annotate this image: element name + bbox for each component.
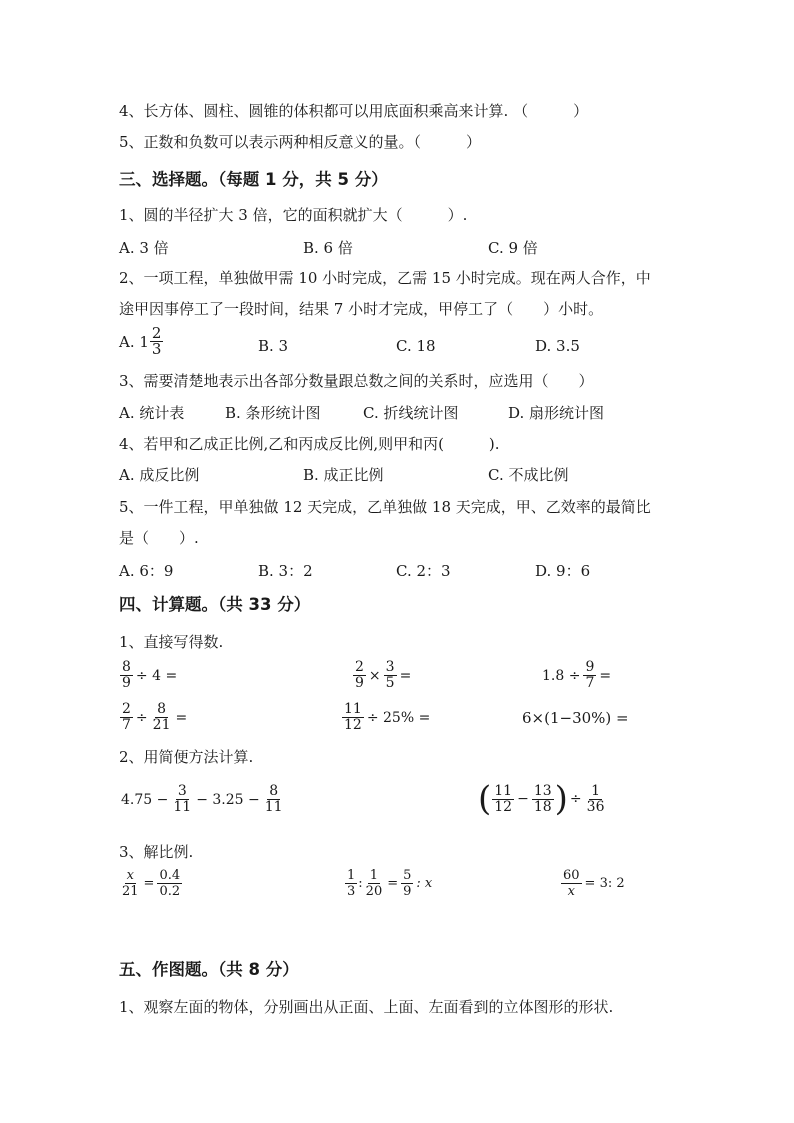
choice-q3-option-b: B. 条形统计图	[225, 404, 321, 422]
section-heading-choice: 三、选择题。（每题 1 分，共 5 分）	[119, 170, 388, 189]
calc-expr-5: $\frac{11}{12}$ ÷ 25% =	[344, 701, 431, 733]
calc-sub1: 1、直接写得数.	[119, 633, 224, 651]
proportion-1: $\frac{x}{21}$ = $\frac{0.4}{0.2}$	[122, 868, 181, 899]
choice-q2-option-a: A. 1 $\frac{2}{3}$	[119, 324, 162, 358]
calc-expr-4: $\frac{2}{7}$ ÷ $\frac{8}{21}$ =	[122, 701, 188, 733]
choice-q2-option-d: D. 3.5	[535, 337, 580, 355]
choice-q2-line1: 2、一项工程，单独做甲需 10 小时完成，乙需 15 小时完成。现在两人合作，中	[119, 269, 651, 287]
calc-expr-3: 1.8 ÷ $\frac{9}{7}$ =	[542, 659, 612, 691]
choice-q4-option-b: B. 成正比例	[303, 466, 384, 484]
choice-q5-option-c: C. 2：3	[396, 562, 451, 580]
choice-q2-option-c: C. 18	[396, 337, 436, 355]
choice-q5-option-a: A. 6：9	[119, 562, 174, 580]
calc-expr-2: $\frac{2}{9}$ × $\frac{3}{5}$ =	[355, 659, 412, 691]
choice-q4-option-a: A. 成反比例	[119, 466, 200, 484]
choice-q3-option-c: C. 折线统计图	[363, 404, 459, 422]
simplify-expr-1: 4.75 − $\frac{3}{11}$ − 3.25 − $\frac{8}{11}$	[121, 783, 283, 815]
choice-q5-option-b: B. 3：2	[258, 562, 313, 580]
choice-q2-line2: 途甲因事停工了一段时间，结果 7 小时才完成，甲停工了（ ）小时。	[119, 300, 604, 318]
calc-expr-6: 6×(1−30%) =	[522, 709, 629, 727]
choice-q3-option-a: A. 统计表	[119, 404, 185, 422]
proportion-2: $\frac{1}{3}$ : $\frac{1}{20}$ = $\frac{5}{9}$ : x	[347, 868, 433, 899]
choice-q4: 4、若甲和乙成正比例,乙和丙成反比例,则甲和丙( ).	[119, 435, 500, 453]
section-heading-draw: 五、作图题。（共 8 分）	[119, 960, 299, 979]
choice-q2-option-b: B. 3	[258, 337, 289, 355]
proportion-3: $\frac{60}{x}$ = 3: 2	[563, 868, 625, 899]
section-heading-calc: 四、计算题。（共 33 分）	[119, 595, 311, 614]
calc-expr-1: $\frac{8}{9}$ ÷ 4 =	[122, 659, 178, 691]
mixed-fraction: $\frac{2}{3}$	[151, 324, 162, 358]
choice-q1-option-c: C. 9 倍	[488, 239, 538, 257]
choice-q5-option-d: D. 9：6	[535, 562, 591, 580]
choice-q5-line2: 是（ ）.	[119, 529, 199, 547]
simplify-expr-2: ( $\frac{11}{12}$ − $\frac{13}{18}$ ) ÷ $\frac{1}{36}$	[478, 779, 605, 819]
draw-q1: 1、观察左面的物体，分别画出从正面、上面、左面看到的立体图形的形状.	[119, 998, 614, 1016]
choice-q3-option-d: D. 扇形统计图	[508, 404, 605, 422]
choice-q3: 3、需要清楚地表示出各部分数量跟总数之间的关系时，应选用（ ）	[119, 372, 594, 390]
choice-q1-option-b: B. 6 倍	[303, 239, 353, 257]
choice-q4-option-c: C. 不成比例	[488, 466, 569, 484]
choice-q1: 1、圆的半径扩大 3 倍，它的面积就扩大（ ）.	[119, 206, 468, 224]
calc-sub3: 3、解比例.	[119, 843, 194, 861]
choice-q5-line1: 5、一件工程，甲单独做 12 天完成，乙单独做 18 天完成，甲、乙效率的最简比	[119, 498, 651, 516]
choice-q1-option-a: A. 3 倍	[119, 239, 169, 257]
judge-item-5: 5、正数和负数可以表示两种相反意义的量。（ ）	[119, 133, 482, 151]
calc-sub2: 2、用简便方法计算.	[119, 748, 254, 766]
judge-item-4: 4、长方体、圆柱、圆锥的体积都可以用底面积乘高来计算. （ ）	[119, 102, 589, 120]
